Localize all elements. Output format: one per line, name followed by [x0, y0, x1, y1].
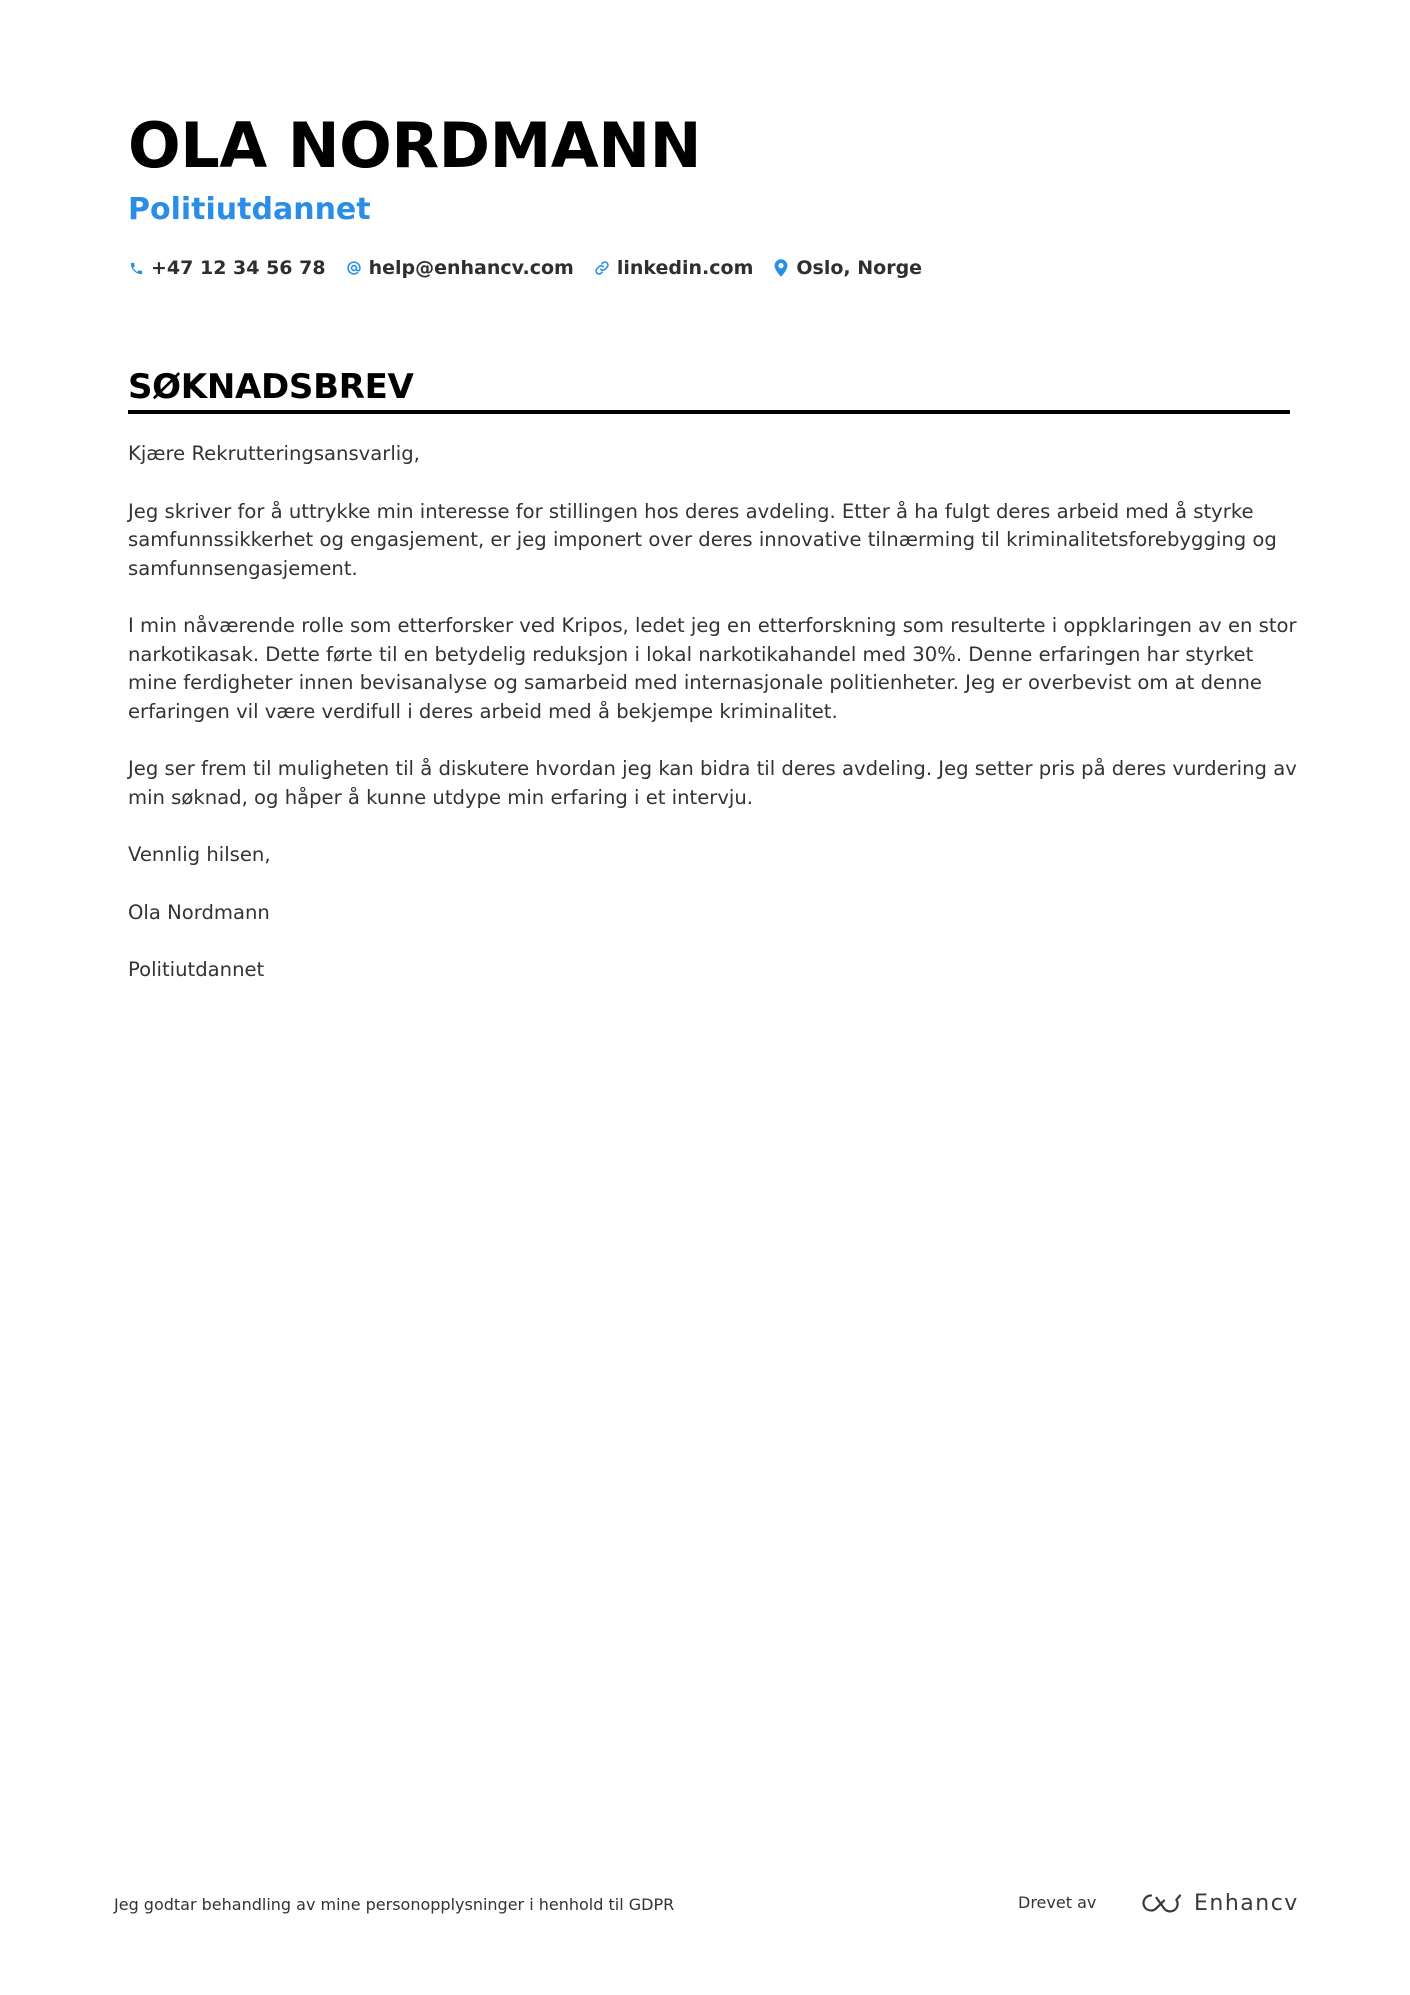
contact-location-text: Oslo, Norge — [796, 257, 923, 279]
contact-linkedin-text: linkedin.com — [616, 257, 754, 279]
enhancv-logo-icon — [1138, 1891, 1184, 1915]
location-pin-icon — [773, 259, 789, 277]
letter-closing: Vennlig hilsen, — [128, 843, 271, 866]
section-divider — [128, 410, 1290, 414]
powered-by-label: Drevet av — [1018, 1893, 1097, 1912]
contact-phone[interactable] — [128, 257, 326, 279]
contact-email[interactable] — [346, 257, 574, 279]
contact-linkedin[interactable] — [594, 257, 754, 279]
letter-body — [128, 440, 1298, 1014]
letter-paragraph: I min nåværende rolle som etterforsker ved Kripos, ledet jeg en etterforskning som resulterte i oppklaringen av en stor narkotikasak. Dette førte til en betydelig reduksjon i lokal narkotikahandel med 30%. Denne erfaringen har styrket mine ferdigheter innen bevisanalyse og samarbeid med internasjonale politienheter. Jeg er overbevist om at denne erfaringen vil være verdifull i deres arbeid med å bekjempe kriminalitet. — [128, 614, 1297, 723]
applicant-name: OLA NORDMANN — [128, 109, 702, 182]
letter-paragraph: Jeg skriver for å uttrykke min interesse for stillingen hos deres avdeling. Etter å ha fulgt deres arbeid med å styrke samfunnssikkerhet og engasjement, er jeg imponert over deres innovative tilnærming til kriminalitetsforebygging og samfunnsengasjement. — [128, 499, 1277, 580]
at-icon — [346, 259, 362, 277]
contact-info — [128, 252, 922, 284]
signature-name: Ola Nordmann — [128, 900, 270, 924]
enhancv-brand-name: Enhancv — [1194, 1890, 1299, 1916]
letter-paragraph: Jeg ser frem til muligheten til å diskutere hvordan jeg kan bidra til deres avdeling. Jeg setter pris på deres vurdering av min søknad, og håper å kunne utdype min erfaring i et intervju. — [128, 757, 1297, 809]
signature-title: Politiutdannet — [128, 958, 265, 981]
contact-phone-text: +47 12 34 56 78 — [151, 257, 326, 279]
link-icon — [594, 259, 610, 277]
contact-email-text: help@enhancv.com — [368, 257, 574, 279]
section-title: SØKNADSBREV — [128, 367, 414, 407]
phone-icon — [128, 259, 144, 277]
contact-location — [773, 257, 922, 279]
applicant-title: Politiutdannet — [128, 192, 371, 227]
gdpr-consent-text: Jeg godtar behandling av mine personopplysninger i henhold til GDPR — [114, 1895, 675, 1914]
letter-greeting: Kjære Rekrutteringsansvarlig, — [128, 442, 420, 465]
enhancv-brand[interactable] — [1138, 1888, 1299, 1918]
